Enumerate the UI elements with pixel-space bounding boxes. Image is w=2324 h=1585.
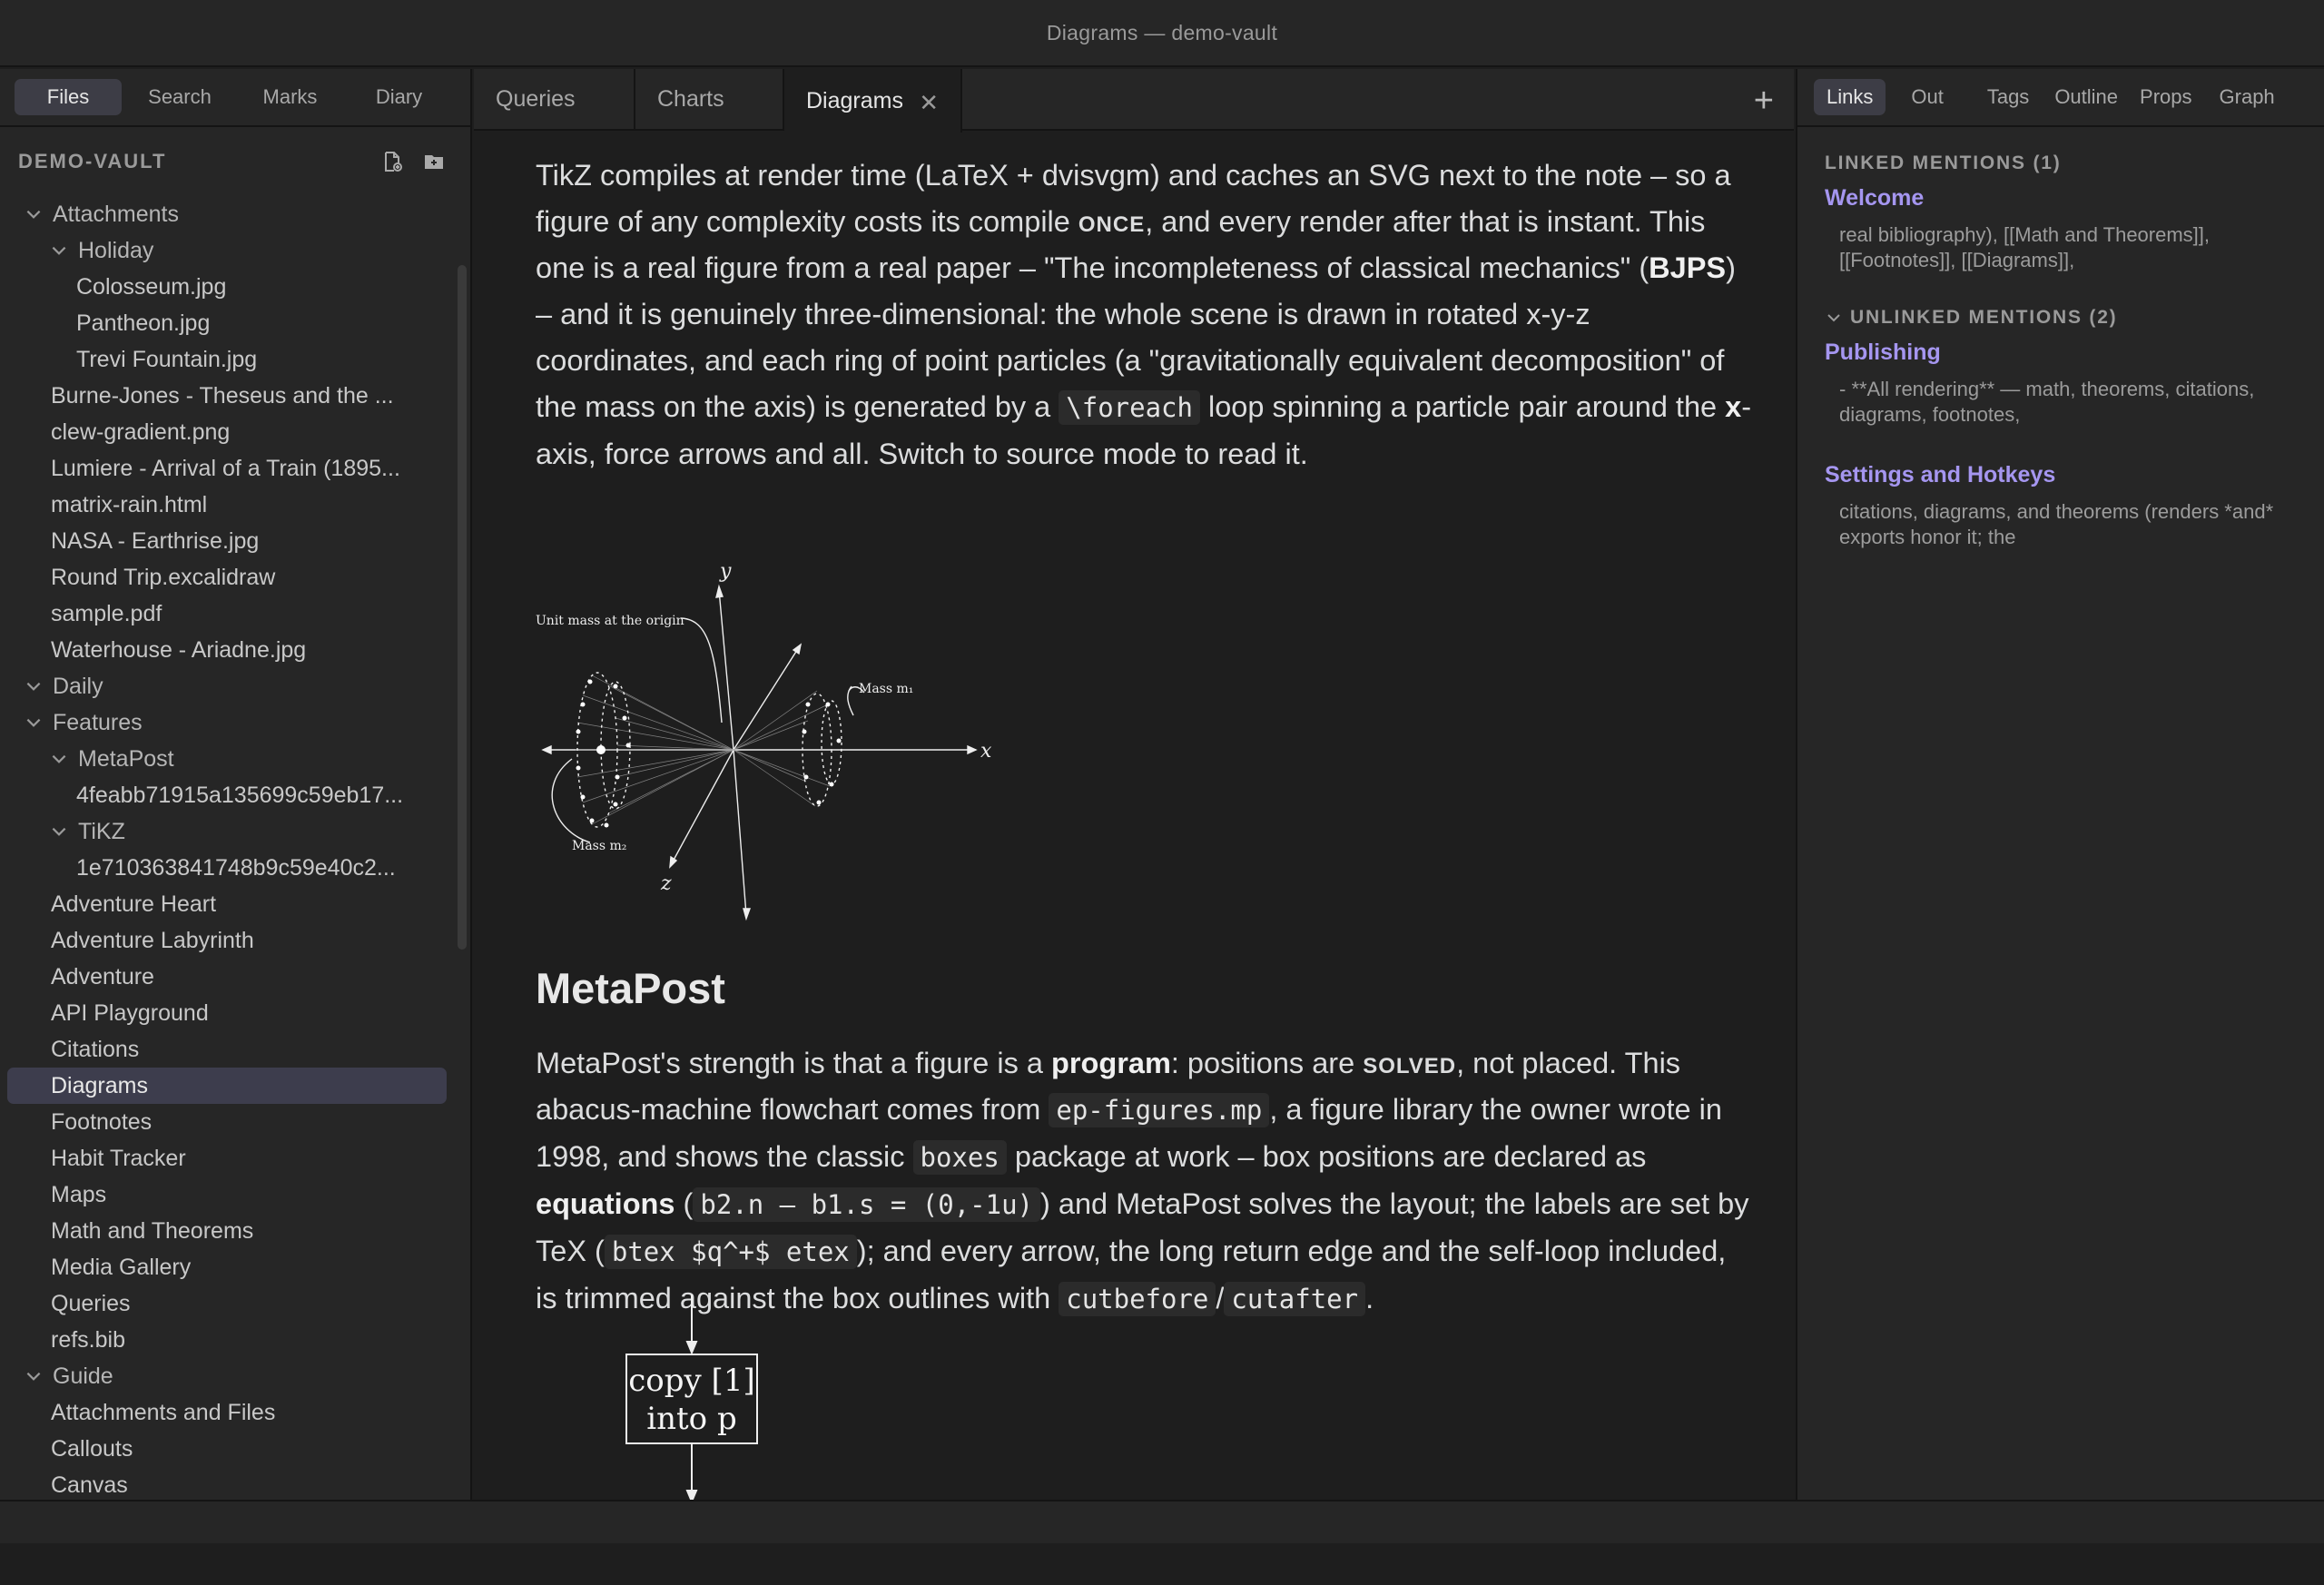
text-run: . — [1365, 1282, 1374, 1314]
chevron-down-icon — [24, 204, 44, 224]
inline-code: b2.n – b1.s = (0,-1u) — [693, 1187, 1040, 1222]
tree-folder[interactable] — [0, 813, 459, 850]
text-run: ) and MetaPost solves the layout; the labels are set by TeX ( — [536, 1187, 1749, 1267]
text-run: MetaPost's strength is that a figure is a — [536, 1047, 1052, 1079]
editor-pane — [474, 69, 1794, 1500]
heading-metapost: MetaPost — [536, 964, 725, 1012]
tree-file[interactable] — [0, 995, 459, 1031]
tree-item-label: sample.pdf — [51, 600, 162, 626]
tree-file[interactable] — [0, 1249, 459, 1285]
tab-charts[interactable] — [635, 69, 784, 129]
tree-item-label: MetaPost — [78, 745, 174, 772]
tree-file[interactable] — [0, 378, 459, 414]
tree-item-label: Lumiere - Arrival of a Train (1895... — [51, 455, 400, 481]
tab-diary[interactable]: Diary — [375, 85, 423, 108]
tree-item-label: NASA - Earthrise.jpg — [51, 527, 260, 554]
tree-item-label: Attachments — [53, 201, 179, 227]
status-bar — [0, 1500, 2324, 1543]
right-sidebar — [1796, 69, 2324, 1500]
tree-item-label: 1e710363841748b9c59e40c2... — [76, 854, 396, 881]
link-settings-and-hotkeys[interactable]: Settings and Hotkeys — [1825, 462, 2056, 487]
tree-item-label: Waterhouse - Ariadne.jpg — [51, 636, 307, 663]
right-tab-bar — [1797, 69, 2324, 127]
tree-item-label: Adventure Heart — [51, 891, 217, 917]
tree-item-label: Callouts — [51, 1435, 133, 1462]
tree-item-label: Features — [53, 709, 143, 735]
paragraph-tikz — [536, 153, 1752, 477]
text-run: ) – and it is genuinely three-dimensional: the whole scene is drawn in rotated x-y-z coordinates, and each ring of point particles (a "gravitationally equivalent decomposition" of the mass on the axis) is generated by a — [536, 251, 1736, 423]
close-tab-icon[interactable]: ✕ — [919, 89, 939, 116]
tree-item-label: Holiday — [78, 237, 154, 263]
linked-mentions — [1825, 153, 2297, 273]
tab-out[interactable]: Out — [1911, 85, 1944, 108]
tree-item-label: Trevi Fountain.jpg — [76, 346, 258, 372]
tikz-figure — [536, 559, 990, 922]
tree-folder[interactable] — [0, 668, 459, 704]
chevron-down-icon — [1825, 309, 1843, 327]
text-run: ); and every arrow, the long return edge and the self-loop included, is trimmed against the box outlines with — [536, 1235, 1727, 1314]
emphasis-text: once — [1078, 204, 1146, 239]
origin-mass — [596, 745, 606, 754]
mass1-label: Mass m₁ — [859, 682, 914, 696]
left-sidebar — [0, 69, 472, 1500]
vault-header — [0, 127, 470, 196]
tree-item-label: 4feabb71915a135699c59eb17... — [76, 782, 404, 808]
x-axis-label: x — [980, 740, 992, 763]
tree-item-label: Math and Theorems — [51, 1217, 254, 1244]
tab-marks[interactable]: Marks — [262, 85, 318, 108]
linked-mentions-header: LINKED MENTIONS (1) — [1825, 153, 2062, 173]
tree-file[interactable] — [0, 1031, 459, 1068]
tree-item-label: Canvas — [51, 1472, 128, 1498]
tree-file[interactable] — [0, 1322, 459, 1358]
origin-label: Unit mass at the origin — [536, 614, 684, 628]
tree-folder[interactable] — [0, 196, 459, 232]
tree-item-label: clew-gradient.png — [51, 418, 231, 445]
metapost-section — [536, 963, 1752, 1323]
tree-file[interactable] — [0, 922, 459, 959]
tree-file[interactable] — [0, 414, 459, 450]
new-note-icon[interactable] — [381, 151, 403, 172]
tree-item-label: Burne-Jones - Theseus and the ... — [51, 382, 394, 409]
unlinked-mentions-header: UNLINKED MENTIONS (2) — [1850, 307, 2118, 328]
chevron-down-icon — [49, 749, 69, 769]
tree-file[interactable] — [0, 1104, 459, 1140]
chevron-down-icon — [49, 241, 69, 261]
text-run: -axis, force arrows and all. Switch to source mode to read it. — [536, 390, 1752, 470]
unlinked-mentions-toggle[interactable] — [1825, 307, 2297, 329]
tree-folder[interactable] — [0, 1358, 459, 1394]
tree-file[interactable] — [0, 1285, 459, 1322]
text-run: ( — [675, 1187, 694, 1220]
tree-file[interactable] — [0, 1140, 459, 1176]
new-tab-icon[interactable]: + — [1753, 82, 1774, 120]
link-welcome[interactable]: Welcome — [1825, 185, 1925, 211]
tree-file[interactable] — [0, 305, 459, 341]
tab-label: Diagrams — [806, 87, 903, 113]
tree-item-label: Diagrams — [51, 1072, 148, 1098]
tree-file[interactable] — [0, 523, 459, 559]
inline-code: ep-figures.mp — [1049, 1093, 1269, 1127]
unlinked-mentions — [1825, 307, 2297, 550]
tab-label: Charts — [657, 85, 724, 112]
emphasis-text: BJPS — [1649, 251, 1727, 284]
emphasis-text: x — [1725, 390, 1742, 423]
tab-files[interactable]: Files — [15, 79, 122, 115]
y-axis — [719, 590, 734, 750]
tree-item-label: Round Trip.excalidraw — [51, 564, 276, 590]
link-snippet: real bibliography), [[Math and Theorems]], [[Footnotes]], [[Diagrams]], — [1839, 223, 2211, 271]
tree-item-label: Citations — [51, 1036, 140, 1062]
tree-file[interactable] — [0, 886, 459, 922]
text-run: TikZ compiles at render time (LaTeX + dvisvgm) and caches an SVG next to the note – so a figure of any complexity costs its compile — [536, 159, 1731, 238]
tree-file[interactable] — [0, 850, 459, 886]
window-title: Diagrams — demo-vault — [1046, 20, 1278, 44]
text-run: / — [1216, 1282, 1225, 1314]
tree-item-label: Habit Tracker — [51, 1145, 186, 1171]
tree-item-label: TiKZ — [78, 818, 125, 844]
tree-item-label: Footnotes — [51, 1108, 153, 1135]
tree-folder[interactable] — [0, 704, 459, 741]
tab-props[interactable]: Props — [2140, 85, 2192, 108]
tree-item-label: refs.bib — [51, 1326, 125, 1353]
new-folder-icon[interactable] — [423, 151, 445, 172]
title-bar — [0, 0, 2324, 67]
z-axis-label: z — [661, 872, 672, 895]
tree-item-label: API Playground — [51, 999, 209, 1026]
link-snippet: citations, diagrams, and theorems (renders *and* exports honor it; the — [1839, 500, 2274, 548]
file-tree — [0, 196, 459, 1503]
tree-file[interactable] — [0, 1467, 459, 1503]
chevron-down-icon — [24, 713, 44, 733]
link-publishing[interactable]: Publishing — [1825, 340, 1941, 365]
box-line-2: into p — [646, 1401, 737, 1437]
chevron-down-icon — [24, 676, 44, 696]
text-run: loop spinning a particle pair around the — [1199, 390, 1726, 423]
inline-code: boxes — [913, 1140, 1007, 1175]
note-content — [536, 153, 1752, 477]
tree-folder[interactable] — [0, 232, 459, 269]
tree-file[interactable] — [7, 1068, 447, 1104]
tree-file[interactable] — [0, 487, 459, 523]
tab-outline[interactable]: Outline — [2054, 85, 2119, 108]
tree-item-label: Adventure Labyrinth — [51, 927, 254, 953]
tree-file[interactable] — [0, 269, 459, 305]
tab-label: Queries — [496, 85, 576, 112]
tree-item-label: Attachments and Files — [51, 1399, 276, 1425]
text-run: , a figure library the owner wrote in 1998, and shows the classic — [536, 1093, 1722, 1173]
tab-graph[interactable]: Graph — [2219, 85, 2275, 108]
emphasis-text: equations — [536, 1187, 675, 1220]
tab-queries[interactable] — [474, 69, 635, 129]
tree-file[interactable] — [0, 1213, 459, 1249]
chevron-down-icon — [24, 1366, 44, 1386]
tree-item-label: Guide — [53, 1363, 113, 1389]
tab-search[interactable]: Search — [148, 85, 212, 108]
inline-code: cutbefore — [1059, 1282, 1216, 1316]
tree-item-label: Daily — [53, 673, 103, 699]
tree-file[interactable] — [0, 777, 459, 813]
vault-name: DEMO-VAULT — [18, 150, 167, 172]
text-run: : positions are — [1170, 1047, 1364, 1079]
tree-item-label: Queries — [51, 1290, 131, 1316]
tree-item-label: Adventure — [51, 963, 154, 989]
tree-item-label: Pantheon.jpg — [76, 310, 211, 336]
tab-links[interactable]: Links — [1814, 79, 1886, 115]
tree-item-label: Colosseum.jpg — [76, 273, 227, 300]
y-axis-label: y — [720, 560, 732, 583]
tree-file[interactable] — [0, 596, 459, 632]
inline-code: cutafter — [1224, 1282, 1365, 1316]
left-tab-bar — [0, 69, 470, 127]
chevron-down-icon — [49, 822, 69, 842]
tree-file[interactable] — [0, 959, 459, 995]
text-run: , not placed. This abacus-machine flowchart comes from — [536, 1047, 1681, 1126]
tree-file[interactable] — [0, 450, 459, 487]
emphasis-text: solved — [1363, 1046, 1457, 1080]
text-run: , and every render after that is instant. This one is a real figure from a real paper – "The incompleteness of classical mechanics" ( — [536, 205, 1706, 284]
box-line-1: copy [1] — [628, 1363, 755, 1399]
inline-code: btex $q^+$ etex — [605, 1235, 857, 1269]
tree-file[interactable] — [0, 1394, 459, 1431]
tree-file[interactable] — [0, 341, 459, 378]
emphasis-text: program — [1051, 1047, 1171, 1079]
tree-item-label: Media Gallery — [51, 1254, 192, 1280]
link-snippet: - **All rendering** — math, theorems, citations, diagrams, footnotes, — [1839, 378, 2255, 426]
tree-file[interactable] — [0, 1431, 459, 1467]
tab-tags[interactable]: Tags — [1986, 85, 2030, 108]
paragraph-metapost — [536, 1040, 1752, 1323]
tree-file[interactable] — [0, 632, 459, 668]
tree-folder[interactable] — [0, 741, 459, 777]
tree-item-label: matrix-rain.html — [51, 491, 208, 517]
inline-code: \foreach — [1059, 390, 1200, 425]
editor-tab-bar — [474, 69, 1794, 131]
mass2-label: Mass m₂ — [572, 839, 627, 853]
tab-diagrams[interactable] — [784, 69, 962, 133]
text-run: package at work – box positions are declared as — [1006, 1140, 1647, 1173]
tree-item-label: Maps — [51, 1181, 107, 1207]
file-tree-scrollbar[interactable] — [458, 265, 467, 950]
tree-file[interactable] — [0, 1176, 459, 1213]
tree-file[interactable] — [0, 559, 459, 596]
